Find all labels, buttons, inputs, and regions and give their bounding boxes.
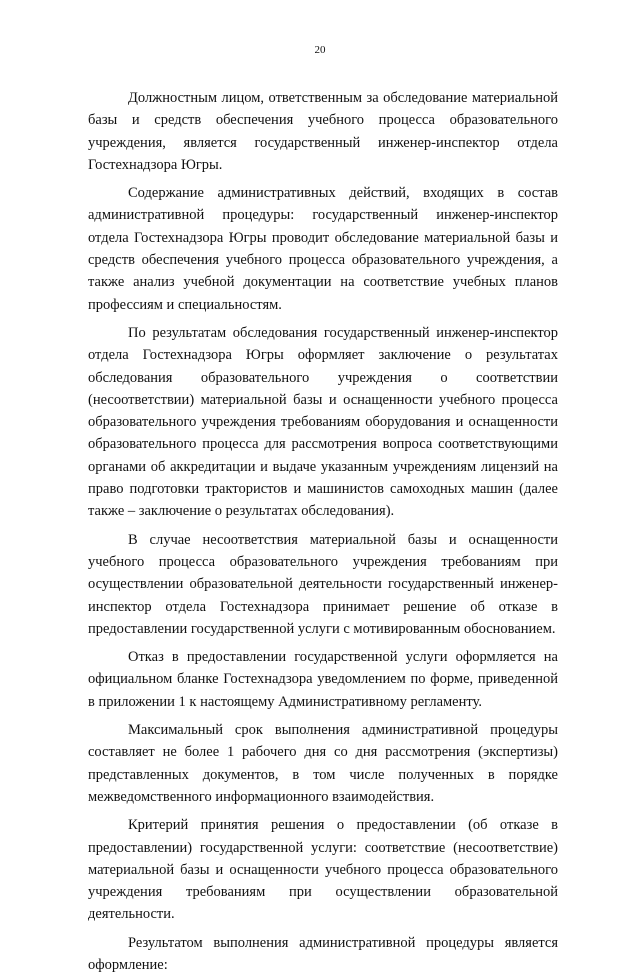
- paragraph-procedure-content: Содержание административных действий, входящих в состав административной процедуры: государственный инженер-инспектор отдела Гостехнадзора Югры проводит обследование материальной базы и средств обеспечения учебного процесса образовательного учреждения, а также анализ учебной документации на соответствие учебных планов профессиям и специальностям.: [88, 185, 558, 313]
- page-number: 20: [314, 44, 326, 56]
- paragraph-procedure-result: Результатом выполнения административной процедуры является оформление:: [88, 934, 558, 973]
- paragraph-responsible-person: Должностным лицом, ответственным за обследование материальной базы и средств обеспечения учебного процесса образовательного учреждения, является государственный инженер-инспектор отдела Гостехнадзора Югры.: [88, 90, 558, 173]
- paragraph-noncompliance: В случае несоответствия материальной базы и оснащенности учебного процесса образовательного учреждения требованиям при осуществлении образовательной деятельности государственный инженер-инспектор отдела Гостехнадзора принимает решение об отказе в предоставлении государственной услуги с мотивированным обоснованием.: [88, 531, 558, 637]
- document-body: [88, 87, 558, 980]
- paragraph-refusal-form: Отказ в предоставлении государственной услуги оформляется на официальном бланке Гостехнадзора уведомлением по форме, приведенной в приложении 1 к настоящему Административному регламенту.: [88, 649, 558, 710]
- paragraph-inspection-results: По результатам обследования государственный инженер-инспектор отдела Гостехнадзора Югры оформляет заключение о результатах обследования образовательного учреждения о соответствии (несоответствии) материальной базы и оснащенности учебного процесса образовательного учреждения требованиям оборудования и оснащенности образовательного процесса для рассмотрения вопроса соответствующими органами об аккредитации и выдаче указанным учреждениям лицензий на право подготовки трактористов и машинистов самоходных машин (далее также – заключение о результатах обследования).: [88, 324, 558, 520]
- paragraph-max-duration: Максимальный срок выполнения административной процедуры составляет не более 1 рабочего дня со дня рассмотрения (экспертизы) представленных документов, в том числе полученных в порядке межведомственного информационного взаимодействия.: [88, 722, 558, 805]
- paragraph-decision-criteria: Критерий принятия решения о предоставлении (об отказе в предоставлении) государственной услуги: соответствие (несоответствие) материальной базы и оснащенности учебного процесса образовательного учреждения требованиям при осуществлении образовательной деятельности.: [88, 817, 558, 923]
